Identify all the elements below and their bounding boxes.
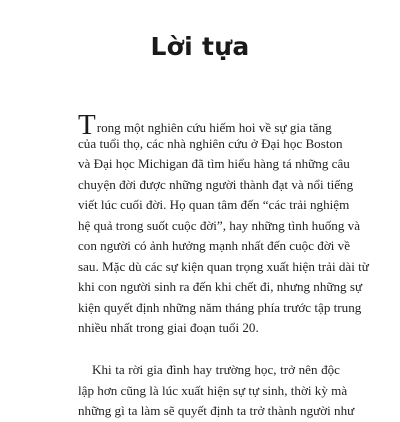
text-line: Khi ta rời gia đình hay trường học, trở nên độc — [92, 362, 340, 377]
text-line: nhiều nhất trong giai đoạn tuổi 20. — [78, 320, 259, 335]
first-line-text: rong một nghiên cứu hiếm hoi về sự gia tăng — [96, 120, 332, 135]
text-line: và Đại học Michigan đã tìm hiểu hàng tá những câu — [78, 156, 350, 171]
text-line: hệ quả trong suốt cuộc đời”, hay những tình huống và — [78, 217, 361, 233]
text-line: sau. Mặc dù các sự kiện quan trọng xuất hiện trải dài từ — [78, 258, 369, 274]
text-line: con người có ảnh hưởng mạnh nhất đến cuộc đời về — [78, 238, 351, 253]
paragraph-1 — [78, 109, 369, 339]
drop-cap: T — [78, 109, 96, 141]
text-line: khi con người sinh ra đến khi chết đi, nhưng những sự — [78, 279, 363, 294]
chapter-title: Lời tựa — [150, 32, 250, 61]
text-line: kiện quyết định những năm tháng phía trước tập trung — [78, 299, 362, 315]
text-line: viết lúc cuối đời. Họ quan tâm đến “các trải nghiệm — [78, 197, 350, 212]
text-line: lập hơn cũng là lúc xuất hiện sự tự sinh, thời kỳ mà — [78, 382, 348, 398]
text-line: chuyện đời được những người thành đạt và nổi tiếng — [78, 176, 354, 192]
text-line: những gì ta làm sẽ quyết định ta trở thành người như — [78, 403, 355, 418]
paragraph-2 — [78, 360, 355, 422]
text-line: của tuổi thọ, các nhà nghiên cứu ở Đại học Boston — [78, 135, 343, 151]
paragraph-first-line — [78, 109, 340, 141]
